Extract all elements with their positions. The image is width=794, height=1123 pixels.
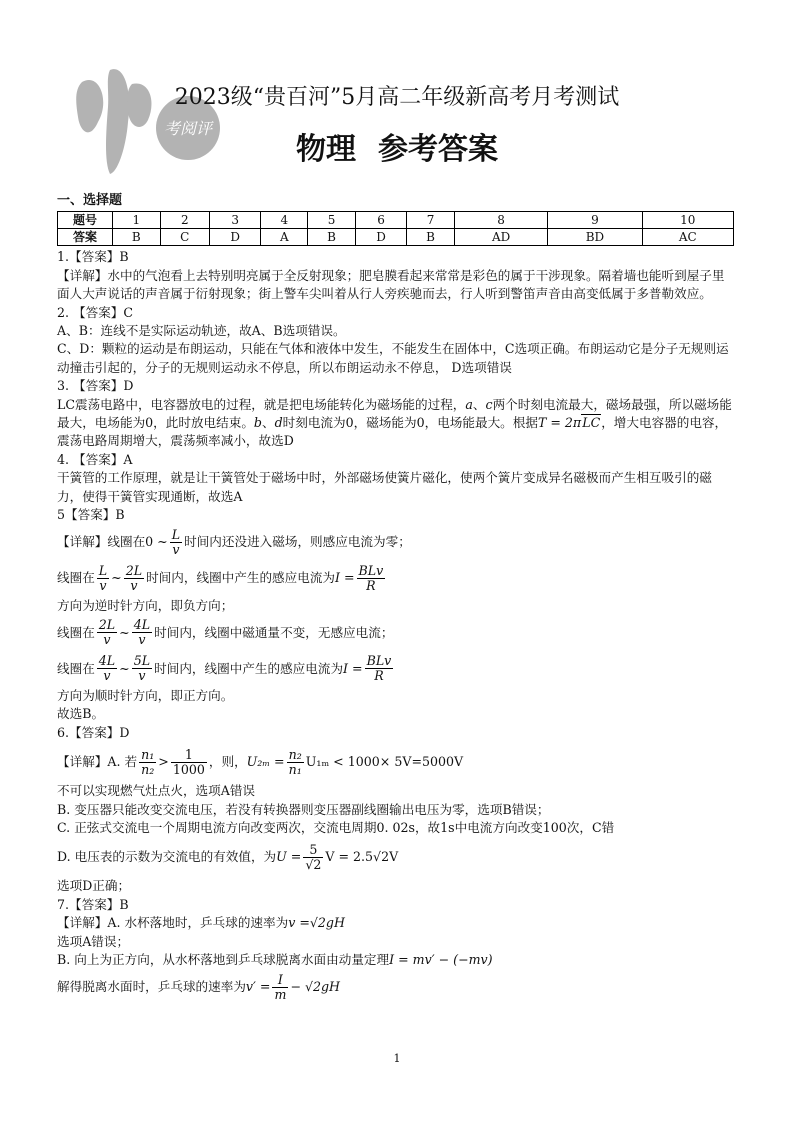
formula: I = mv′ − (−mv) [389,951,493,967]
q4-explanation: 干簧管的工作原理，就是让干簧管处于磁场中时，外部磁场使簧片磁化，使两个簧片变成异名磁极而产生相互吸引的磁力，使得干簧管实现通断，故选A [57,470,712,504]
text: ~ [119,624,130,640]
numerator: I [272,973,288,988]
q5-line [57,651,737,687]
table-cell: C [160,229,209,246]
denominator: v [138,668,146,684]
table-row [58,229,734,246]
text: 时刻电流为0，磁场能为0，电场能最大。根据 [282,415,538,431]
text: 【详解】线圈在0 ~ [57,534,168,550]
table-header-cell: 题号 [58,212,113,229]
fraction [97,618,117,647]
denominator: n₁ [288,761,302,777]
text: 【详解】A. 水杯落地时，乒乓球的速率为 [57,915,289,931]
table-row [58,212,734,229]
text: 时间内，线圈中产生的感应电流为 [146,570,336,586]
numerator: n₂ [288,746,302,762]
table-cell: 5 [308,212,356,229]
answer-content [57,192,737,1005]
numerator: 2L [98,617,116,633]
q1-explanation: 【详解】水中的气泡看上去特别明亮属于全反射现象；肥皂膜看起来常常是彩色的属于干涉现象。隔着墙也能听到屋子里面人大声说话的声音属于衍射现象；街上警车尖叫着从行人旁疾驰而去，行人听到警笛声音由高变低属于多普勒效应。 [57,267,725,302]
table-cell: AC [642,229,733,246]
q6-line [57,837,737,877]
q4-answer: 4. 【答案】A [57,451,133,467]
numerator: L [98,563,108,578]
q3-explanation [57,396,737,451]
denominator: v [99,578,107,593]
denominator: v [138,632,146,648]
table-cell: 2 [160,212,209,229]
text: 解得脱离水面时，乒乓球的速率为 [57,979,246,995]
table-cell: B [113,229,161,246]
text: ，则， [208,753,247,769]
fraction [132,654,152,683]
denominator: 1000 [172,761,205,777]
numerator: n₁ [141,746,155,762]
table-cell: AD [454,229,547,246]
fraction [132,618,152,647]
text: ~ [111,570,122,586]
table-cell: 6 [355,212,406,229]
logo-text: 考阅评 [163,119,213,138]
subject-label: 物理 [296,132,356,167]
text: 线圈在 [57,624,95,640]
q5-line [57,561,737,597]
fraction [124,564,144,593]
section-heading: 一、选择题 [57,193,123,208]
var: b [253,415,262,431]
numerator: 2L [125,563,143,578]
answer-table [57,211,734,246]
numerator: 4L [133,617,151,633]
fraction [357,564,386,593]
q5-line [57,615,737,651]
q5-answer: 5【答案】B [57,507,125,523]
numerator: 5L [133,653,151,669]
numerator: BLv [358,563,384,578]
numerator: 4L [98,653,116,669]
numerator: BLv [366,653,392,669]
table-cell: 9 [548,212,642,229]
text: 、 [261,415,275,431]
q6-line: 选项D正确； [57,878,131,894]
var: a [465,396,473,412]
var: d [274,415,283,431]
table-cell: 4 [261,212,308,229]
numerator: 5 [303,843,323,858]
fraction [97,654,117,683]
formula: U₂ₘ = [246,753,285,769]
text: ~ [119,660,130,676]
q7-line [57,969,737,1005]
q5-line [57,525,737,561]
q6-line: B. 变压器只能改变交流电压，若没有转换器则变压器副线圈输出电压为零，选项B错误； [57,801,550,817]
text: > [158,753,169,769]
fraction [170,528,182,557]
table-cell: BD [548,229,642,246]
q7-line [57,914,737,932]
formula: I = [343,660,363,676]
text: 时间内，线圈中产生的感应电流为 [154,660,344,676]
subtitle-label: 参考答案 [378,132,498,167]
fraction [139,748,156,777]
q7-line: 选项A错误； [57,933,130,949]
denominator: n₂ [141,761,155,777]
q5-line: 方向为顺时针方向，即正方向。 [57,687,234,703]
fraction [287,748,304,777]
q6-line: C. 正弦式交流电一个周期电流方向改变两次，交流电周期0. 02s，故1s中电流方向改变100次，C错 [57,819,615,835]
table-cell: A [261,229,308,246]
q7-line [57,951,737,969]
denominator: v [103,632,111,648]
text: 时间内，线圈中磁通量不变，无感应电流； [154,624,394,640]
table-cell: 7 [407,212,455,229]
table-cell: 1 [113,212,161,229]
period-formula: T = 2π [537,415,582,431]
text: 、 [472,396,486,412]
denominator: R [374,668,384,684]
table-header-cell: 答案 [58,229,113,246]
formula: U = [276,849,302,865]
formula: v = [288,915,310,931]
text: LC震荡电路中，电容器放电的过程，就是把电场能转化为磁场能的过程， [57,396,466,412]
fraction [171,748,207,777]
table-cell: 10 [642,212,733,229]
table-cell: D [209,229,260,246]
fraction [272,973,288,1002]
formula: − √2gH [290,979,341,995]
q6-line: 不可以实现燃气灶点火，选项A错误 [57,783,256,799]
fraction [97,564,109,593]
q2-answer: 2. 【答案】C [57,304,134,320]
q6-answer: 6.【答案】D [57,724,130,740]
text: 线圈在 [57,660,95,676]
text: 【详解】A. 若 [57,753,138,769]
text: 线圈在 [57,570,95,586]
denominator: v [103,668,111,684]
formula: I = [335,570,355,586]
table-cell: 3 [209,212,260,229]
page-number: 1 [393,1052,401,1065]
table-cell: D [355,229,406,246]
text: 时间内还没进入磁场，则感应电流为零； [184,534,411,550]
q2-line: C、D：颗粒的运动是布朗运动，只能在气体和液体中发生，不能发生在固体中，C选项正确。布朗运动它是分子无规则运动撞击引起的，分子的无规则运动永不停息，所以布朗运动永不停息， D选项错误 [57,341,729,375]
denominator: v [130,578,138,593]
doc-title [0,124,794,168]
table-cell: B [407,229,455,246]
q7-answer: 7.【答案】B [57,896,129,912]
denominator: R [366,578,376,593]
q3-answer: 3. 【答案】D [57,378,134,394]
denominator: v [172,542,180,557]
numerator: 1 [171,748,207,763]
table-cell: 8 [454,212,547,229]
q2-line: A、B：连线不是实际运动轨迹，故A、B选项错误。 [57,323,346,339]
q6-line [57,742,737,782]
text: 两个时刻电流最大，磁场最强，所以磁场能最大，电场能为0，此时放电结束。 [57,396,732,431]
text: D. 电压表的示数为交流电的有效值，为 [57,849,277,865]
denominator: √2 [305,856,322,872]
q5-line: 故选B。 [57,706,105,722]
formula: U₁ₘ < 1000× 5V=5000V [305,753,464,769]
q1-answer: 1.【答案】B [57,249,129,265]
exam-title: 2023级“贵百河”5月高二年级新高考月考测试 [174,85,620,110]
formula: V = 2.5√2V [325,849,399,865]
table-cell: B [308,229,356,246]
text: ，增大电容器的电容，震荡电路周期增大，震荡频率减小，故选D [57,415,728,449]
q5-line: 方向为逆时针方向，即负方向； [57,597,234,613]
fraction [303,843,323,872]
formula: v′ = [245,979,271,995]
fraction [365,654,394,683]
var: c [485,396,493,412]
numerator: L [171,527,181,542]
formula: √2gH [309,915,345,931]
denominator: m [274,986,287,1002]
sqrt-lc: LC [582,415,601,431]
text: B. 向上为正方向，从水杯落地到乒乓球脱离水面由动量定理 [57,951,390,967]
